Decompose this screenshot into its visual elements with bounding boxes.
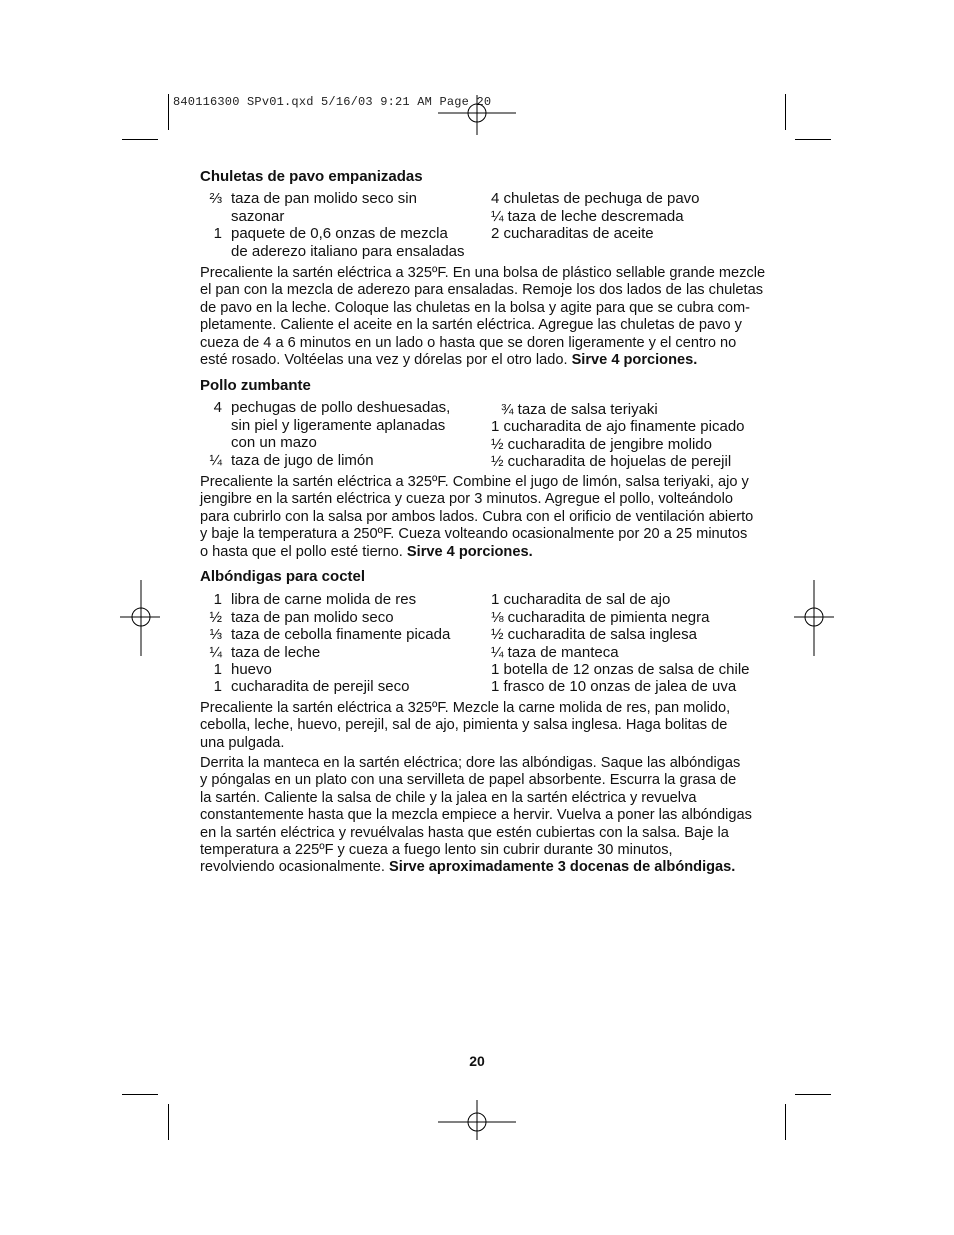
ingredient-item: 2 cucharaditas de aceite	[491, 224, 654, 242]
crop-mark	[122, 1094, 158, 1095]
registration-mark-icon	[794, 580, 834, 656]
ingredient-text: con un mazo	[231, 434, 317, 451]
servings-note: Sirve aproximadamente 3 docenas de albóndigas.	[389, 859, 736, 876]
instruction-line: o hasta que el pollo esté tierno. Sirve 4 porciones.	[200, 543, 533, 560]
instruction-line: cebolla, leche, huevo, perejil, sal de ajo, pimienta y salsa inglesa. Haga bolitas de	[200, 717, 728, 734]
ingredient-item: ¼ taza de leche descremada	[491, 207, 684, 225]
ingredient-item: 1 cucharadita de sal de ajo	[491, 591, 671, 608]
recipe-title: Pollo zumbante	[200, 377, 311, 394]
ingredient-quantity: 4	[213, 399, 222, 416]
recipe-instructions	[200, 265, 766, 369]
recipe-instructions	[200, 700, 760, 752]
ingredient-quantity: 1	[213, 591, 222, 608]
ingredient-item: ½ cucharadita de jengibre molido	[491, 435, 712, 453]
crop-mark	[795, 1094, 831, 1095]
instruction-line: revolviendo ocasionalmente. Sirve aproximadamente 3 docenas de albóndigas.	[200, 859, 736, 876]
recipe-instructions	[200, 474, 760, 561]
ingredient-item: ½ cucharadita de salsa inglesa	[491, 626, 697, 643]
instruction-line: pletamente. Caliente el aceite en la sartén eléctrica. Agregue las chuletas de pavo y	[200, 317, 742, 334]
instruction-line: Precaliente la sartén eléctrica a 325ºF. En una bolsa de plástico sellable grande mezcle	[200, 265, 766, 281]
recipe-title: Chuletas de pavo empanizadas	[200, 168, 423, 185]
registration-mark-icon	[120, 580, 160, 656]
registration-mark-icon	[438, 95, 516, 135]
ingredient-quantity: ¼	[209, 451, 222, 469]
recipe-title: Albóndigas para coctel	[200, 568, 366, 585]
instruction-line: Precaliente la sartén eléctrica a 325ºF. Combine el jugo de limón, salsa teriyaki, ajo y	[200, 474, 749, 490]
ingredient-text: taza de cebolla finamente picada	[231, 626, 451, 643]
instruction-line: Precaliente la sartén eléctrica a 325ºF. Mezcle la carne molida de res, pan molido,	[200, 700, 731, 716]
ingredient-text: huevo	[231, 661, 272, 678]
instruction-line: para cubrirlo con la salsa por ambos lados. Cubra con el orificio de ventilación abierto	[200, 508, 754, 525]
instruction-line: y baje la temperatura a 250ºF. Cueza volteando ocasionalmente por 20 a 25 minutos	[200, 526, 748, 543]
servings-note: Sirve 4 porciones.	[571, 352, 698, 369]
ingredient-text: libra de carne molida de res	[231, 591, 417, 608]
ingredient-text: de aderezo italiano para ensaladas	[231, 242, 465, 260]
page-number: 20	[469, 1053, 485, 1069]
ingredient-quantity: ¼	[209, 643, 222, 661]
instruction-line: una pulgada.	[200, 734, 285, 751]
ingredient-text: sazonar	[231, 207, 285, 225]
ingredient-text: cucharadita de perejil seco	[231, 678, 410, 695]
ingredient-item: ¼ taza de manteca	[491, 643, 619, 661]
ingredient-text: taza de pan molido seco	[231, 608, 394, 626]
instruction-line: esté rosado. Voltéelas una vez y dórelas por el otro lado. Sirve 4 porciones.	[200, 352, 698, 369]
instruction-line: constantemente hasta que la mezcla empiece a hervir. Vuelva a poner las albóndigas	[200, 807, 752, 824]
crop-mark	[785, 1104, 786, 1140]
ingredient-item: ⅛ cucharadita de pimienta negra	[491, 608, 710, 626]
ingredient-item: ¾ taza de salsa teriyaki	[501, 401, 658, 418]
instruction-line: en la sartén eléctrica y revuélvalas hasta que estén cubiertas con la salsa. Baje la	[200, 824, 729, 841]
instruction-line: y póngalas en un plato con una servilleta de papel absorbente. Escurra la grasa de	[200, 772, 737, 789]
crop-mark	[122, 139, 158, 140]
ingredient-text: taza de pan molido seco sin	[231, 190, 417, 207]
instruction-line: el pan con la mezcla de aderezo para ensaladas. Remoje los dos lados de las chuletas	[200, 282, 764, 299]
registration-mark-icon	[438, 1100, 516, 1140]
print-slug: 840116300 SPv01.qxd 5/16/03 9:21 AM Page 20	[173, 95, 492, 109]
ingredient-item: 1 botella de 12 onzas de salsa de chile	[491, 661, 750, 678]
ingredient-text: taza de leche	[231, 643, 321, 661]
ingredient-quantity: 1	[213, 225, 222, 242]
instruction-line: de pavo en la leche. Coloque las chuletas en la bolsa y agite para que se cubra com-	[200, 299, 751, 316]
recipe-instructions	[200, 755, 760, 877]
ingredient-quantity: ½	[209, 608, 222, 626]
ingredient-item: 4 chuletas de pechuga de pavo	[491, 190, 700, 207]
ingredient-item: 1 cucharadita de ajo finamente picado	[491, 418, 745, 435]
ingredient-text: taza de jugo de limón	[231, 451, 374, 469]
crop-mark	[795, 139, 831, 140]
ingredient-text: paquete de 0,6 onzas de mezcla	[231, 225, 448, 242]
crop-mark	[168, 1104, 169, 1140]
ingredient-quantity: ⅔	[209, 190, 222, 207]
ingredient-quantity: 1	[213, 661, 222, 678]
instruction-line: jengibre en la sartén eléctrica y cueza por 3 minutos. Agregue el pollo, volteándolo	[200, 491, 733, 508]
servings-note: Sirve 4 porciones.	[406, 543, 533, 560]
ingredient-text: pechugas de pollo deshuesadas,	[231, 399, 451, 416]
ingredient-quantity: 1	[213, 678, 222, 695]
instruction-line: la sartén. Caliente la salsa de chile y la jalea en la sartén eléctrica y revuelva	[200, 789, 697, 806]
crop-mark	[785, 94, 786, 130]
crop-mark	[168, 94, 169, 130]
instruction-line: temperatura a 225ºF y cueza a fuego lento sin cubrir durante 30 minutos,	[200, 842, 673, 859]
instruction-line: Derrita la manteca en la sartén eléctrica; dore las albóndigas. Saque las albóndigas	[200, 755, 741, 771]
ingredient-text: sin piel y ligeramente aplanadas	[231, 416, 446, 434]
ingredient-item: 1 frasco de 10 onzas de jalea de uva	[491, 678, 737, 695]
ingredient-quantity: ⅓	[209, 626, 222, 643]
instruction-line: cueza de 4 a 6 minutos en un lado o hasta que se doren ligeramente y el centro no	[200, 334, 737, 351]
ingredient-item: ½ cucharadita de hojuelas de perejil	[491, 453, 732, 470]
